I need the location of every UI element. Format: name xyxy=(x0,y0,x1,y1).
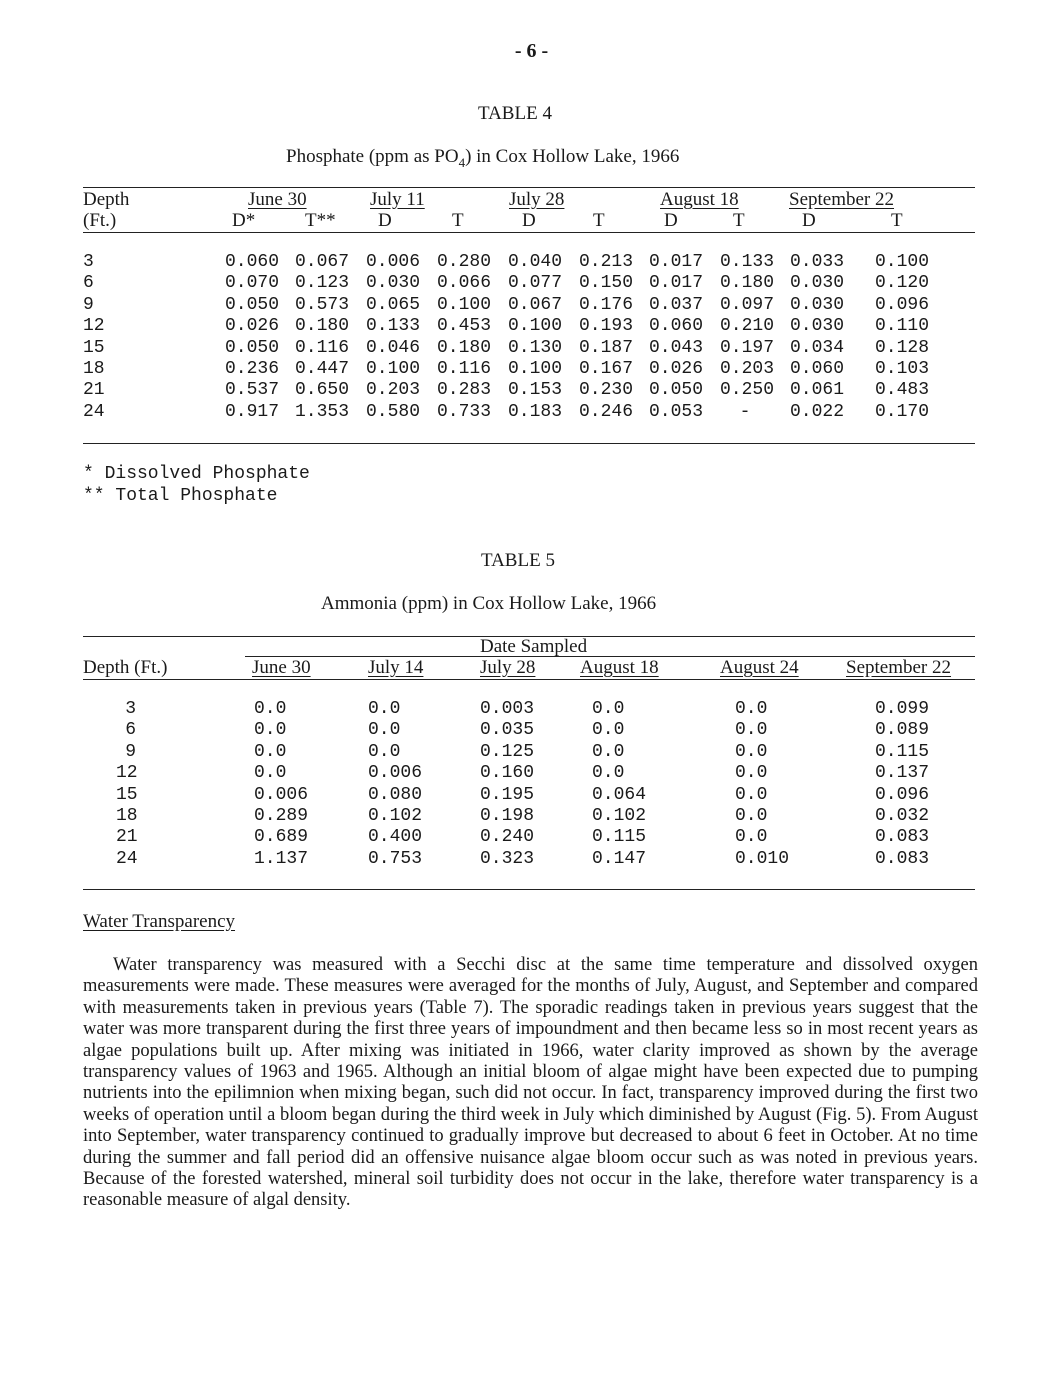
table5-value-cell: 0.689 xyxy=(254,827,309,848)
table4-value-cell: 1.353 xyxy=(295,401,350,422)
table4-value-cell: 0.033 xyxy=(790,252,845,272)
table5-value-cell: 0.006 xyxy=(368,763,423,784)
table4-value-cell: 0.128 xyxy=(875,337,930,358)
table5-value-cell: 0.160 xyxy=(480,763,535,784)
table5-value-cell: 0.006 xyxy=(254,784,309,805)
table5-value-cell: 0.240 xyxy=(480,827,535,848)
table4-value-cell: 0.006 xyxy=(366,252,421,272)
table4-depth-cell: 21 xyxy=(83,380,105,401)
table4-value-cell: 0.236 xyxy=(225,359,280,379)
table4-value-cell: 0.100 xyxy=(508,316,563,337)
table4-value-cell: 0.180 xyxy=(295,316,350,337)
table4-value-cell: 0.100 xyxy=(437,294,492,315)
table5-value-cell: 0.003 xyxy=(480,699,535,719)
table4-date-header: July 11 xyxy=(370,189,425,210)
table4-value-cell: 0.060 xyxy=(225,252,280,272)
table5-value-cell: 0.0 xyxy=(735,699,768,719)
table4-value-cell: 0.176 xyxy=(579,294,634,315)
table4-value-cell: 0.061 xyxy=(790,380,845,401)
table4-value-cell: 0.483 xyxy=(875,380,930,401)
table4-value-cell: 0.280 xyxy=(437,252,492,272)
table5-date-header: July 14 xyxy=(368,657,424,678)
table5-value-cell: 0.753 xyxy=(368,848,423,869)
table4-value-cell: 0.067 xyxy=(295,252,350,272)
table4-value-cell: 0.193 xyxy=(579,316,634,337)
table5-value-cell: 0.0 xyxy=(368,741,401,762)
table4-value-cell: 0.077 xyxy=(508,273,563,294)
table5-value-cell: 0.102 xyxy=(368,806,423,826)
table5-value-cell: 0.089 xyxy=(875,720,930,741)
table4-date-header: August 18 xyxy=(660,189,739,210)
table5-value-cell: 0.195 xyxy=(480,784,535,805)
table4-value-cell: 0.197 xyxy=(720,337,775,358)
table4-value-cell: 0.030 xyxy=(790,273,845,294)
table5-depth-cell: 12 xyxy=(116,763,138,784)
table5-value-cell: 0.0 xyxy=(592,720,625,741)
table4-value-cell: 0.210 xyxy=(720,316,775,337)
table4-depth-cell: 24 xyxy=(83,401,105,422)
table4-date-header: June 30 xyxy=(248,189,307,210)
table4-value-cell: 0.230 xyxy=(579,380,634,401)
table5-value-cell: 0.0 xyxy=(735,720,768,741)
table4-value-cell: 0.250 xyxy=(720,380,775,401)
table4-value-cell: 0.050 xyxy=(225,337,280,358)
table5-value-cell: 0.099 xyxy=(875,699,930,719)
table4-value-cell: 0.183 xyxy=(508,401,563,422)
table4-value-cell: 0.133 xyxy=(720,252,775,272)
table5-caption: Ammonia (ppm) in Cox Hollow Lake, 1966 xyxy=(321,593,657,614)
section-heading: Water Transparency xyxy=(83,911,236,932)
table4-value-cell: 0.187 xyxy=(579,337,634,358)
table4-value-cell: 0.453 xyxy=(437,316,492,337)
table4-value-cell: 0.120 xyxy=(875,273,930,294)
table5-depth-cell: 3 xyxy=(125,699,136,719)
table4-value-cell: 0.573 xyxy=(295,294,350,315)
table4-value-cell: 0.030 xyxy=(366,273,421,294)
table5-value-cell: 0.400 xyxy=(368,827,423,848)
table4-value-cell: 0.116 xyxy=(295,337,350,358)
table4-depth-cell: 3 xyxy=(83,252,94,272)
table4-value-cell: 0.037 xyxy=(649,294,704,315)
table4-value-cell: 0.070 xyxy=(225,273,280,294)
table4-value-cell: 0.103 xyxy=(875,359,930,379)
table4-header-rule xyxy=(83,232,975,233)
table4-value-cell: 0.733 xyxy=(437,401,492,422)
table5-date-header: August 18 xyxy=(580,657,659,678)
table4-date-header: September 22 xyxy=(789,189,895,210)
table5-bottom-rule xyxy=(83,889,975,890)
table5-value-cell: 0.0 xyxy=(735,741,768,762)
table4-sub-header: T** xyxy=(305,210,336,231)
table5-depth-cell: 21 xyxy=(116,827,138,848)
table4-sub-header: D xyxy=(378,210,392,231)
table4-value-cell: 0.050 xyxy=(649,380,704,401)
table4-depth-cell: 15 xyxy=(83,337,105,358)
table4-value-cell: 0.153 xyxy=(508,380,563,401)
table5-date-header: August 24 xyxy=(720,657,799,678)
table4-value-cell: 0.133 xyxy=(366,316,421,337)
table4-value-cell: 0.060 xyxy=(790,359,845,379)
table4-value-cell: 0.130 xyxy=(508,337,563,358)
table4-value-cell: 0.050 xyxy=(225,294,280,315)
table4-value-cell: 0.203 xyxy=(720,359,775,379)
table4-value-cell: 0.046 xyxy=(366,337,421,358)
table5-value-cell: 0.0 xyxy=(735,827,768,848)
table4-sub-header: D xyxy=(522,210,536,231)
table5-value-cell: 0.0 xyxy=(735,784,768,805)
table4-value-cell: 0.537 xyxy=(225,380,280,401)
table4-value-cell: 0.043 xyxy=(649,337,704,358)
table4-value-cell: 0.917 xyxy=(225,401,280,422)
table5-value-cell: 0.137 xyxy=(875,763,930,784)
table4-depth-cell: 18 xyxy=(83,359,105,379)
table5-value-cell: 0.323 xyxy=(480,848,535,869)
table4-value-cell: 0.026 xyxy=(225,316,280,337)
table4-bottom-rule xyxy=(83,443,975,444)
table4-value-cell: 0.110 xyxy=(875,316,930,337)
table4-depth-cell: 6 xyxy=(83,273,94,294)
table4-value-cell: 0.246 xyxy=(579,401,634,422)
page-number: - 6 - xyxy=(514,40,549,62)
section-paragraph: Water transparency was measured with a Secchi disc at the same time temperature and dissolved oxygen measurements were made. These measures were averaged for the months of July, August, and September and compared with measurements taken in previous years (Table 7). The sporadic readings taken in previous years suggest that the water was more transparent during the first three years of impoundment and then became less so in most recent years as algae populations built up. After mixing was initiated in 1966, water clarity improved as shown by the average transparency values of 1963 and 1965. Although an initial bloom of algae might have been expected due to pumping nutrients into the epilimnion when mixing began, such did not occur. In fact, transparency improved during the first two weeks of operation until a bloom began during the third week in July which diminished by August (Fig. 5). From August into September, water transparency continued to gradually improve but decreased to about 6 feet in October. At no time during the summer and fall period did an offensive nuisance algae bloom occur such as was noted in previous years. Because of the forested watershed, mineral soil turbidity does not occur in the lake, therefore water transparency is a reasonable measure of algal density. xyxy=(83,955,978,1211)
table4-footnote-total: ** Total Phosphate xyxy=(83,486,278,506)
table4-value-cell: 0.053 xyxy=(649,401,704,422)
table5-date-header: June 30 xyxy=(252,657,311,678)
table4-value-cell: 0.040 xyxy=(508,252,563,272)
table5-depth-cell: 6 xyxy=(125,720,136,741)
table5-value-cell: 0.096 xyxy=(875,784,930,805)
table5-value-cell: 0.198 xyxy=(480,806,535,826)
table4-value-cell: 0.017 xyxy=(649,252,704,272)
table4-top-rule xyxy=(83,187,975,188)
table4-value-cell: 0.100 xyxy=(508,359,563,379)
table5-value-cell: 0.0 xyxy=(254,741,287,762)
table4-value-cell: 0.180 xyxy=(720,273,775,294)
table5-date-header: September 22 xyxy=(846,657,952,678)
table5-value-cell: 0.064 xyxy=(592,784,647,805)
table5-value-cell: 0.125 xyxy=(480,741,535,762)
table4-sub-header: T xyxy=(452,210,464,231)
table4-depth-cell: 12 xyxy=(83,316,105,337)
table5-value-cell: 0.0 xyxy=(592,763,625,784)
table4-value-cell: 0.150 xyxy=(579,273,634,294)
table5-value-cell: 0.0 xyxy=(592,741,625,762)
table5-value-cell: 0.083 xyxy=(875,848,930,869)
table4-value-cell: 0.034 xyxy=(790,337,845,358)
table4-value-cell: 0.170 xyxy=(875,401,930,422)
table5-depth-cell: 24 xyxy=(116,848,138,869)
table4-value-cell: 0.067 xyxy=(508,294,563,315)
table4-sub-header: D* xyxy=(232,210,256,231)
table4-value-cell: 0.116 xyxy=(437,359,492,379)
table5-value-cell: 0.0 xyxy=(254,720,287,741)
table5-value-cell: 1.137 xyxy=(254,848,309,869)
table5-title: TABLE 5 xyxy=(481,550,555,571)
table5-value-cell: 0.035 xyxy=(480,720,535,741)
table5-value-cell: 0.0 xyxy=(368,720,401,741)
table5-value-cell: 0.115 xyxy=(875,741,930,762)
table4-sub-header: T xyxy=(733,210,745,231)
table5-value-cell: 0.032 xyxy=(875,806,930,826)
table5-depth-cell: 9 xyxy=(125,741,136,762)
table4-depth-cell: 9 xyxy=(83,294,94,315)
table4-value-cell: 0.096 xyxy=(875,294,930,315)
table5-value-cell: 0.0 xyxy=(254,699,287,719)
table5-group-header: Date Sampled xyxy=(480,636,588,657)
table4-value-cell: 0.026 xyxy=(649,359,704,379)
table4-value-cell: 0.580 xyxy=(366,401,421,422)
table4-value-cell: 0.060 xyxy=(649,316,704,337)
table5-depth-cell: 18 xyxy=(116,806,138,826)
table4-value-cell: 0.097 xyxy=(720,294,775,315)
table5-value-cell: 0.0 xyxy=(735,806,768,826)
table5-value-cell: 0.080 xyxy=(368,784,423,805)
table4-value-cell: 0.022 xyxy=(790,401,845,422)
table4-value-cell: 0.030 xyxy=(790,316,845,337)
table5-value-cell: 0.010 xyxy=(735,848,790,869)
table5-value-cell: 0.0 xyxy=(368,699,401,719)
table4-date-header: July 28 xyxy=(509,189,565,210)
table4-value-cell: 0.100 xyxy=(366,359,421,379)
table5-header-rule xyxy=(83,679,975,680)
table4-sub-header: T xyxy=(593,210,605,231)
table4-value-cell: 0.167 xyxy=(579,359,634,379)
table5-value-cell: 0.147 xyxy=(592,848,647,869)
table4-caption: Phosphate (ppm as $PO_4$) in Cox Hollow Lake, 1966 xyxy=(286,146,680,170)
table4-value-cell: 0.065 xyxy=(366,294,421,315)
table4-value-cell: 0.123 xyxy=(295,273,350,294)
table4-sub-header: D xyxy=(664,210,678,231)
table4-value-cell: 0.447 xyxy=(295,359,350,379)
table4-depth-unit: (Ft.) xyxy=(83,210,117,231)
table4-sub-header: D xyxy=(802,210,816,231)
table5-value-cell: 0.115 xyxy=(592,827,647,848)
table5-value-cell: 0.083 xyxy=(875,827,930,848)
table5-value-cell: 0.0 xyxy=(254,763,287,784)
table4-depth-label: Depth xyxy=(83,189,130,210)
table4-footnote-dissolved: * Dissolved Phosphate xyxy=(83,464,310,484)
table5-value-cell: 0.0 xyxy=(735,763,768,784)
table5-value-cell: 0.0 xyxy=(592,699,625,719)
table4-value-cell: 0.030 xyxy=(790,294,845,315)
table4-value-cell: 0.100 xyxy=(875,252,930,272)
table5-value-cell: 0.102 xyxy=(592,806,647,826)
table5-depth-cell: 15 xyxy=(116,784,138,805)
table4-value-cell: 0.066 xyxy=(437,273,492,294)
table4-value-cell: 0.283 xyxy=(437,380,492,401)
table4-title: TABLE 4 xyxy=(478,103,552,124)
table4-sub-header: T xyxy=(891,210,903,231)
table5-date-header: July 28 xyxy=(480,657,536,678)
table5-value-cell: 0.289 xyxy=(254,806,309,826)
table4-value-cell: 0.017 xyxy=(649,273,704,294)
table4-value-cell: 0.180 xyxy=(437,337,492,358)
table5-depth-label: Depth (Ft.) xyxy=(83,657,168,678)
table4-value-cell: 0.650 xyxy=(295,380,350,401)
table4-value-cell: 0.213 xyxy=(579,252,634,272)
table4-value-cell: - xyxy=(739,401,751,422)
table4-value-cell: 0.203 xyxy=(366,380,421,401)
